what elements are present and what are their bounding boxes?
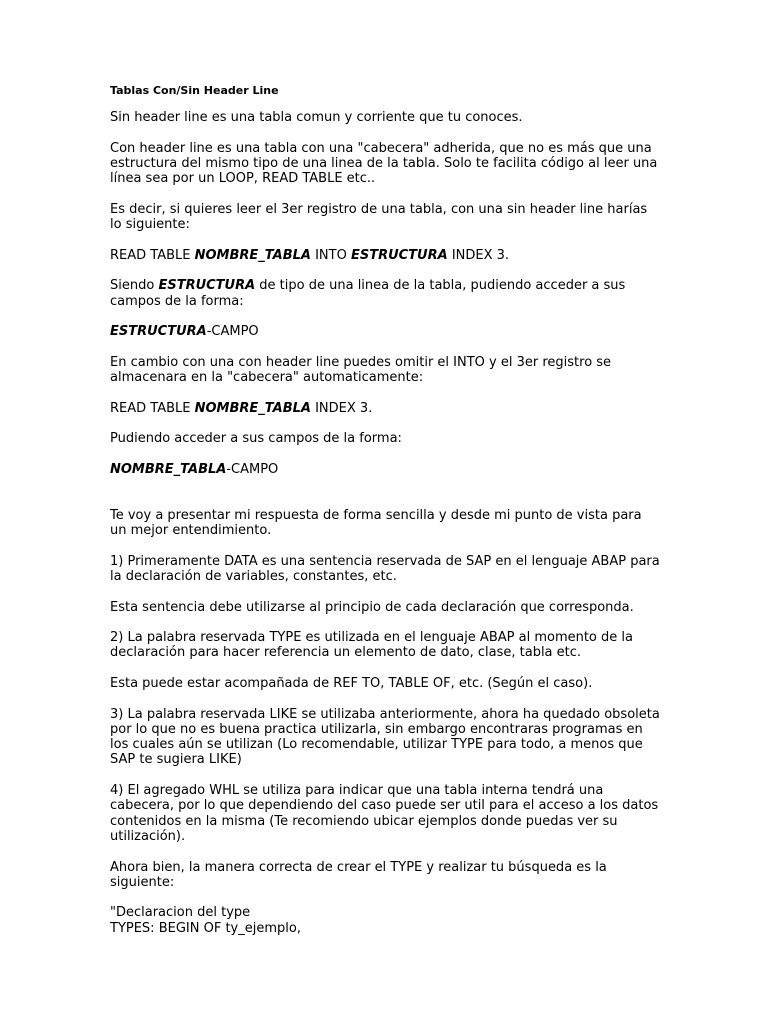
document-title: Tablas Con/Sin Header Line bbox=[110, 84, 279, 97]
text-run-bold: NOMBRE_TABLA bbox=[110, 461, 227, 477]
text-line: SAP te sugiera LIKE) bbox=[110, 752, 242, 768]
text-run: READ TABLE bbox=[110, 247, 195, 263]
text-line: declaración para hacer referencia un elemento de dato, clase, tabla etc. bbox=[110, 645, 582, 661]
paragraph-point-3 bbox=[110, 707, 670, 768]
text-run-bold: ESTRUCTURA bbox=[350, 247, 448, 263]
text-line: los cuales aún se utilizan (Lo recomendable, utilizar TYPE para todo, a menos que bbox=[110, 737, 643, 753]
text-line: Te voy a presentar mi respuesta de forma sencilla y desde mi punto de vista para bbox=[110, 507, 642, 523]
text-run: INDEX 3. bbox=[310, 400, 373, 416]
code-estructura-campo bbox=[110, 324, 670, 339]
text-line: Sin header line es una tabla comun y corriente que tu conoces. bbox=[110, 110, 523, 125]
text-line: 3) La palabra reservada LIKE se utilizaba anteriormente, ahora ha quedado obsoleta bbox=[110, 706, 660, 722]
paragraph-en-cambio bbox=[110, 355, 670, 386]
text-line: línea sea por un LOOP, READ TABLE etc.. bbox=[110, 171, 376, 187]
text-run: -CAMPO bbox=[206, 324, 259, 340]
text-run: Siendo bbox=[110, 278, 159, 294]
text-run: -CAMPO bbox=[226, 461, 279, 477]
text-line: Es decir, si quieres leer el 3er registro de una tabla, con una sin header line harías bbox=[110, 201, 648, 217]
paragraph-siendo-estructura bbox=[110, 278, 670, 309]
code-read-table-index bbox=[110, 401, 670, 416]
paragraph-esta-sentencia bbox=[110, 600, 670, 615]
code-read-table-into bbox=[110, 248, 670, 263]
paragraph-point-4 bbox=[110, 783, 670, 844]
paragraph-pudiendo-acceder bbox=[110, 431, 670, 446]
spacer bbox=[110, 492, 670, 507]
paragraph-con-header-line bbox=[110, 141, 670, 187]
paragraph-te-voy bbox=[110, 508, 670, 539]
text-line: TYPES: BEGIN OF ty_ejemplo, bbox=[110, 920, 301, 936]
text-run-bold: ESTRUCTURA bbox=[158, 278, 256, 294]
paragraph-point-1 bbox=[110, 554, 670, 585]
text-line: Esta puede estar acompañada de REF TO, TABLE OF, etc. (Según el caso). bbox=[110, 675, 593, 691]
code-nombre-tabla-campo bbox=[110, 462, 670, 477]
paragraph-ahora-bien bbox=[110, 860, 670, 891]
text-line: 2) La palabra reservada TYPE es utilizada en el lenguaje ABAP al momento de la bbox=[110, 630, 633, 646]
text-line: utilización). bbox=[110, 828, 186, 844]
text-run-bold: ESTRUCTURA bbox=[110, 324, 207, 340]
paragraph-esta-puede bbox=[110, 676, 670, 691]
code-types-declaration bbox=[110, 905, 670, 936]
text-line: la declaración de variables, constantes, etc. bbox=[110, 568, 397, 584]
text-line: por lo que no es buena practica utilizarla, sin embargo encontraras programas en bbox=[110, 721, 643, 737]
text-line: En cambio con una con header line puedes omitir el INTO y el 3er registro se bbox=[110, 354, 612, 370]
text-line: Pudiendo acceder a sus campos de la forma: bbox=[110, 431, 402, 447]
text-line: contenidos en la misma (Te recomiendo ubicar ejemplos donde puedas ver su bbox=[110, 813, 618, 829]
paragraph-sin-header-line bbox=[110, 110, 670, 125]
text-line: almacenara en la "cabecera" automaticamente: bbox=[110, 370, 424, 386]
text-run: READ TABLE bbox=[110, 400, 195, 416]
text-line: 1) Primeramente DATA es una sentencia reservada de SAP en el lenguaje ABAP para bbox=[110, 553, 660, 569]
text-line: Ahora bien, la manera correcta de crear el TYPE y realizar tu búsqueda es la bbox=[110, 859, 607, 875]
text-line: 4) El agregado WHL se utiliza para indicar que una tabla interna tendrá una bbox=[110, 783, 604, 799]
text-run: INDEX 3. bbox=[447, 247, 510, 263]
text-line: un mejor entendimiento. bbox=[110, 523, 272, 539]
text-line: lo siguiente: bbox=[110, 217, 190, 233]
text-line: Esta sentencia debe utilizarse al principio de cada declaración que corresponda. bbox=[110, 599, 634, 615]
text-line: Con header line es una tabla con una "cabecera" adherida, que no es más que una bbox=[110, 140, 652, 156]
text-run: de tipo de una linea de la tabla, pudiendo acceder a sus bbox=[255, 278, 626, 294]
text-line: "Declaracion del type bbox=[110, 905, 251, 921]
text-line: cabecera, por lo que dependiendo del caso puede ser util para el acceso a los datos bbox=[110, 798, 659, 814]
text-run: INTO bbox=[310, 247, 351, 263]
text-line: estructura del mismo tipo de una linea de la tabla. Solo te facilita código al leer una bbox=[110, 155, 658, 171]
text-run-bold: NOMBRE_TABLA bbox=[194, 400, 311, 416]
paragraph-es-decir bbox=[110, 202, 670, 233]
text-run-bold: NOMBRE_TABLA bbox=[194, 247, 311, 263]
paragraph-point-2 bbox=[110, 630, 670, 661]
text-line: campos de la forma: bbox=[110, 293, 244, 309]
document-page bbox=[110, 84, 670, 936]
text-line: siguiente: bbox=[110, 874, 175, 890]
